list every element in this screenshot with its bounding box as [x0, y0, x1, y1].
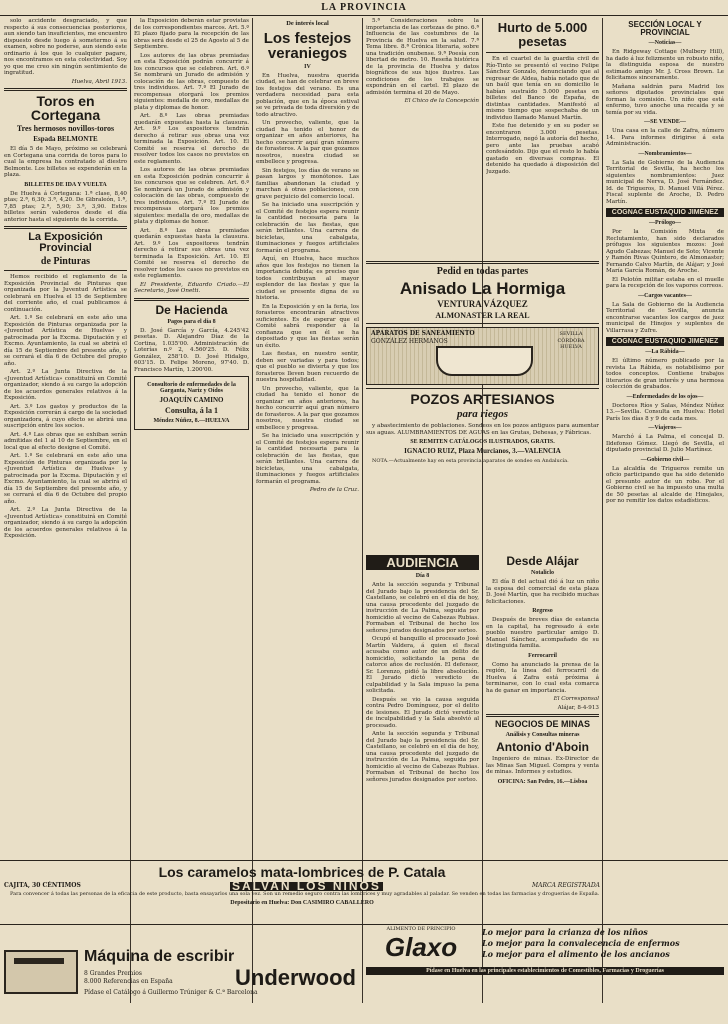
- prologo-title: —Prólogo—: [649, 220, 681, 226]
- toros-espada: Espada BELMONTE: [33, 135, 98, 143]
- consultorio-address: Méndez Núñez, 8.—HUELVA: [153, 418, 230, 424]
- festejos-text-4b: Se ha iniciado una suscripción y el Comité de festejos espera reunir la cantidad necesaria para la celebración de las fiestas, que serán brillantes. Una carrera de bicicletas, una cabalgata, iluminaciones y fuegos artificiales formarán el programa.: [256, 433, 359, 485]
- column-6: [606, 18, 724, 1018]
- pozos-note: NOTA.—Actualmente hay en esta provincia aparatos de sondeo en Andalucía.: [372, 458, 569, 464]
- prologo-text-2: El Pelotón militar estaba en el muelle para la recepción de los vapores correos.: [606, 276, 724, 289]
- pozos-text: y abastecimiento de poblaciones. Sondeos en los pozos antiguos para aumentar sus aguas. ALUMBRAMIENTOS DE AGUAS en las Grutas, Dehesas, y Fábricas.: [366, 423, 599, 436]
- minas-sub: Análisis y Consultas mineras: [505, 732, 580, 738]
- festejos-text-1: En Huelva, nuestra querida ciudad, se han de celebrar en breve los festejos del verano. Es una verdadera necesidad para esta población, que en la época estival se ve privada de toda diversión y de todo atractivo.: [256, 72, 359, 118]
- festejos-text-6: En la Exposición y en la feria, los forasteros encontrarán atractivos suficientes. Es de esperar que el Comité sabrá responder á la confianza que en él se ha depositado y que las fiestas serán un éxito.: [256, 303, 359, 349]
- saneamiento-illustration: [366, 327, 599, 385]
- viajeros-title: —Viajeros—: [648, 425, 682, 431]
- underwood-title: Máquina de escribir: [84, 947, 235, 965]
- glaxo-line-3: Lo mejor para el alimento de los ancianos: [482, 948, 670, 959]
- col2-text-low: Art. 8.º Las obras premiadas quedarán expuestas hasta la clausura. Art. 9.º Los expositores tendrán derecho á retirar sus obras una vez terminada la Exposición. Art. 10. El Comité se reserva el derecho de resolver todos los casos no previstos en este reglamento.: [134, 113, 249, 165]
- typewriter-icon: [4, 950, 78, 994]
- festejos-text-2b: Un provecho, valiente, que la ciudad ha tenido el honor de organizar en años anteriores, ha hecho concurrir aquí gran número de forasteros. A la par que gozamos nosotros, nuestra ciudad se embellece y progresa.: [256, 385, 359, 431]
- cargos-title: —Cargos vacantes—: [638, 292, 692, 299]
- bottom-rule-2: [0, 924, 728, 925]
- underwood-refs: 8.000 Referencias en España: [84, 977, 173, 985]
- anisado-top: Pedid en todas partes: [436, 266, 529, 277]
- nombramientos-text: La Sala de Gobierno de la Audiencia Territorial de Sevilla, ha hecho los siguientes nombramientos: Juez municipal de Nerva, D. José Fernández. Id. de Trigueros, D. Manuel Vilá Pérez. Fiscal suplente de Aroche, D. Pedro Martín.: [606, 159, 724, 205]
- alajar-title: Desde Alájar: [506, 554, 579, 568]
- festejos-text-4: Se ha iniciado una suscripción y el Comité de festejos espera reunir la cantidad necesaria para la celebración de las fiestas, que serán brillantes. Una carrera de bicicletas, una cabalgata, iluminaciones y fuegos artificiales formarán el programa.: [256, 202, 359, 254]
- expo-art2-repeat: Art. 2.º La Junta Directiva de la «Juventud Artística» constituirá en Comité organizador, siendo á su cargo la adopción de los acuerdos generales relativos á la Exposición.: [4, 507, 127, 539]
- column-5-top: [486, 18, 599, 258]
- caramelos-mark: MARCA REGISTRADA: [531, 882, 600, 889]
- alajar-ferr: Ferrocarril: [528, 652, 557, 659]
- caramelos-title: Los caramelos mata-lombrices de P. Catala: [158, 864, 446, 880]
- caramelos-text: Para convencer á todas las personas de la eficacia de este producto, basta ensayarlos una sola vez. Son un remedio seguro contra las lombrices y muy agradables al paladar. Se venden en todas las farmacias y droguerías de España.: [10, 890, 600, 897]
- festejos-sign: Pedro de la Cruz.: [309, 487, 359, 493]
- expo-sub: de Pinturas: [40, 256, 91, 267]
- noticias-title: —Noticias—: [648, 40, 682, 46]
- expo-art1: Art. 1.º Se celebrará en este año una Exposición de Pinturas organizada por la «Juventud Artística de Huelva» y patrocinada por la Excma. Diputación y el Excmo. Ayuntamiento, la cual se abrirá el día 15 de Septiembre del presente año, y se cerrará el día 6 de Octubre del propio año.: [4, 315, 127, 367]
- alajar-text: El día 8 del actual dió á luz un niño la esposa del comercial de esta plaza D. José Martín, que ha recibido muchas felicitaciones.: [486, 579, 599, 605]
- audiencia-sub: Día 8: [415, 573, 430, 579]
- underwood-ad: [4, 926, 356, 1018]
- hurto-title: Hurto de 5.000 pesetas: [497, 20, 588, 49]
- minas-title: NEGOCIOS DE MINAS: [494, 719, 590, 729]
- column-divider: [602, 18, 603, 1003]
- caramelos-ad: [4, 862, 600, 922]
- festejos-num: IV: [304, 63, 311, 70]
- festejos-text-2: Un provecho, valiente, que la ciudad ha tenido el honor de organizar en años anteriores, ha hecho concurrir aquí gran número de forasteros. A la par que gozamos nosotros, nuestra ciudad se embellece y progresa.: [256, 120, 359, 165]
- glaxo-brand: Glaxo: [384, 931, 458, 962]
- audiencia-text-b: Ante la sección segunda y Tribunal del Jurado bajo la presidencia del Sr. Castellano, se celebró en el día de hoy, una causa procedente del juzgado de instrucción de La Palma, seguida por homicidio al vecino de Cabezas Rubias. Formaban el Tribunal de hecho los señores jurados designados por sorteo.: [366, 731, 479, 783]
- consultorio-hours: Consulta, á la 1: [165, 406, 218, 415]
- column-divider: [130, 18, 131, 1003]
- column-4-top: [366, 18, 479, 258]
- col2-text-mid-b: Los autores de las obras premiadas en esta Exposición podrán concurrir á los concursos que se celebren. Art. 6.º Se nombrará un Jurado de admisión y colocación de las obras, compuesto de tres individuos. Art. 7.º El Jurado de recompensas otorgará los premios siguientes: medalla de oro, medallas de plata y diplomas de honor.: [134, 167, 249, 225]
- column-5-bottom: [486, 552, 599, 858]
- seccion-local-title: SECCIÓN LOCAL Y PROVINCIAL: [628, 20, 702, 37]
- toros-text: El día 5 de Mayo, próximo se celebrará en Cortegana una corrida de toros para lo cual la empresa ha contratado al diestro Belmonte. Los billetes se expenderán en la plaza.: [4, 146, 127, 178]
- festejos-text-3: Sin festejos, los días de verano se pasan largos y monótonos. Las familias abandonan la ciudad y marchan á otras poblaciones, con grave perjuicio del comercio local.: [256, 167, 359, 200]
- audiencia-text-3: Después se vio la causa seguida contra Pedro Domínguez, por el delito de lesiones. El Jurado dictó veredicto de inculpabilidad y la Sala absolvió al procesado.: [366, 696, 479, 729]
- saneamiento-title: APARATOS DE SANEAMIENTO: [371, 330, 475, 337]
- col4-text: 5.ª Consideraciones sobre la importancia de las cortezas de pino. 6.ª Influencia de las costumbres de la Provincia de Huelva en la salud. 7.ª Tema libre. 8.ª Crónica literaria, sobre una tradición onubense. 9.ª Poesía con libertad de metro. 10. Reseña histórica de la provincia de Huelva y datos biográficos de sus hijos ilustres. Las condiciones de los trabajos se expondrán en el cartel. El plazo de admisión termina el 20 de Mayo.: [366, 18, 479, 96]
- col2-text-mid: Los autores de las obras premiadas en esta Exposición podrán concurrir á los concursos que se celebren. Art. 6.º Se nombrará un Jurado de admisión y colocación de las obras, compuesto de tres individuos. Art. 7.º El Jurado de recompensas otorgará los premios siguientes: medalla de oro, medallas de plata y diplomas de honor.: [134, 52, 249, 111]
- enfermedades-text: Doctores Ríos y Salas, Méndez Núñez 13.—Sevilla. Consulta en Huelva: Hotel París los días 8 y 9 de cada mes.: [606, 402, 724, 422]
- caramelos-depot: Depositario en Huelva: Don CASIMIRO CABALLERO: [230, 899, 374, 906]
- pozos-cat: SE REMITEN CATÁLOGOS ILUSTRADOS, GRATIS.: [410, 439, 555, 445]
- expo-title: La Exposición Provincial: [28, 231, 103, 254]
- column-3: [256, 18, 359, 858]
- rabida-text: El último número publicado por la revista La Rábida, es notabilísimo por todos conceptos. Contiene trabajos literarios de gran interés y una hermosa colección de grabados.: [606, 358, 724, 390]
- masthead: [0, 0, 728, 16]
- gobierno-title: —Gobierno civil—: [640, 456, 690, 463]
- billetes-title: BILLETES DE IDA Y VUELTA: [24, 181, 107, 188]
- anisado-place: ALMONASTER LA REAL: [435, 311, 530, 320]
- alajar-sign: El Corresponsal: [553, 696, 599, 702]
- masthead-title: LA PROVINCIA: [321, 2, 407, 13]
- glaxo-line-2: Lo mejor para la convalecencia de enfermos: [482, 937, 680, 948]
- bathtub-icon: [436, 346, 532, 376]
- vende-text: Una casa en la calle de Zafra, número 14. Para informes dirigirse á esta Administración.: [606, 128, 724, 147]
- minas-text: Ingeniero de minas. Ex-Director de las Minas San Miguel. Compra y venta de minas. Informes y estudios.: [486, 756, 599, 775]
- column-2: [134, 18, 249, 858]
- alajar-reg: Regreso: [532, 608, 553, 614]
- pozos-sub: para riegos: [456, 408, 509, 420]
- toros-sub: Tres hermosos novillos-toros: [16, 124, 115, 133]
- cognac-ad-1: COGNAC EUSTAQUIO JIMÉNEZ: [606, 208, 724, 217]
- consultorio-title: Consultorio de enfermedades de la Garganta, Nariz y Oídos: [147, 382, 236, 394]
- festejos-text-7: Las fiestas, en nuestro sentir, deben ser variadas y para todos; que el pueblo se divierta y que los forasteros lleven buen recuerdo de nuestra hospitalidad.: [256, 351, 359, 383]
- noticias-text: En Ridgeway Cottage (Mulbery Hill), ha dado á luz felizmente un robusto niño, la distinguida esposa de nuestro estimado amigo Mr. J. Cross Brown. Le felicitamos sinceramente.: [606, 49, 724, 81]
- saneamiento-city: SEVILLA CÓRDOBA HUELVA: [557, 331, 585, 350]
- col4-sign: El Chico de la Concepción: [404, 98, 479, 104]
- anisado-maker: VENTURA VÁZQUEZ: [437, 299, 528, 309]
- alajar-reg-text: Después de breves días de estancia en la capital, ha regresado á este pueblo nuestro particular amigo D. Manuel Sánchez, acompañado de su distinguida familia.: [486, 617, 599, 649]
- gobierno-text: La alcaldía de Trigueros remite un oficio participando que ha sido detenido el presunto autor de un robo. Por el Gobierno civil se ha impuesto una multa de 50 pesetas al alcalde de Hinojales, por no remitir los datos estadísticos.: [606, 465, 724, 504]
- alajar-sub: Notaliclo: [531, 570, 554, 576]
- festejos-title: Los festejos veraniegos: [263, 29, 352, 62]
- hurto-text-2: Este fue detenido y en su poder se encontraron 3.000 pesetas. Interrogado, negó la autoría del hecho, pero ante las pruebas acabó confesándolo. Dijo que el resto lo había gastado en diversas compras. El detenido ha quedado á disposición del Juzgado.: [486, 123, 599, 175]
- pozos-addr: IGNACIO RUIZ, Plaza Murcianos, 3.—VALENCIA: [404, 447, 561, 455]
- column-1: [4, 18, 127, 858]
- vende-title: —SE VENDE—: [644, 119, 686, 125]
- col2-text-top: la Exposición deberán estar provistas de los correspondientes marcos. Art. 5.º El plazo fijado para la recepción de las obras será desde el 25 de Agosto al 5 de Septiembre.: [134, 18, 249, 50]
- glaxo-ad: [366, 926, 724, 1018]
- glaxo-line-1: Lo mejor para la crianza de los niños: [482, 926, 648, 937]
- enfermedades-title: —Enfermedades de los ojos—: [626, 393, 704, 400]
- cognac-ad-2: COGNAC EUSTAQUIO JIMÉNEZ: [606, 337, 724, 346]
- cargos-text: La Sala de Gobierno de la Audiencia Territorial de Sevilla, anuncia encontrarse vacantes los cargos de juez municipal de Hinojos y suplentes de Villarrasa y Zufre.: [606, 301, 724, 334]
- caramelos-slogan: SALVAN LOS NIÑOS: [231, 879, 381, 893]
- underwood-addr: Pídase el Catálogo á Guillermo Trúniger & C.ª Barcelona: [84, 988, 258, 996]
- underwood-brand: Underwood: [235, 964, 356, 990]
- festejos-section: De interés local: [286, 20, 329, 27]
- hacienda-text: D. José García y García, 4.245'42 pesetas. D. Alejandro Díaz de la Cortina, 1.035'00. Administración de Loterías n.º 2, 4.560'25. D. Félix González, 258'10. D. José Hidalgo, 603'15. D. Felipe Moreno, 97'40. D. Francisco Martín, 1.200'00.: [134, 327, 249, 373]
- col1-sign: Huelva, Abril 1913.: [71, 78, 127, 85]
- audiencia-text: Ante la sección segunda y Tribunal del Jurado bajo la presidencia del Sr. Castellano, se celebró en el día de hoy, una causa procedente del juzgado de instrucción de La Palma, seguida por homicidio al vecino de Cabezas Rubias. Formaban el Tribunal de hecho los señores jurados designados por sorteo.: [366, 582, 479, 634]
- expo-art1-repeat: Art. 1.º Se celebrará en este año una Exposición de Pinturas organizada por la «Juventud Artística de Huelva» y patrocinada por la Excma. Diputación y el Excmo. Ayuntamiento, la cual se abrirá el día 15 de Septiembre del presente año, y se cerrará el día 6 de Octubre del propio año.: [4, 453, 127, 505]
- audiencia-text-2: Ocupó el banquillo el procesado José Martín Valdera, á quien el fiscal acusaba como autor de un delito de homicidio, solicitando la pena de catorce años de reclusión. El defensor, Sr. Lorenzo, pidió la libre absolución. El Jurado dictó veredicto de culpabilidad y la Sala impuso la pena solicitada.: [366, 636, 479, 694]
- noticias-text-2: Mañana saldrán para Madrid los señores diputados provinciales que forman la comisión. Un niño que está enfermo, tuvo anoche una recaída y se temía por su vida.: [606, 83, 724, 116]
- caramelos-price: CAJITA, 30 CÉNTIMOS: [4, 882, 81, 889]
- prologo-text: Por la Comisión Mixta de Reclutamiento, han sido declarados prófugos los siguientes mozos: José Agudo Cabezas; Manuel de Soto; Vicente y Ramón Rivas Quintero, de Almonaster; Fernando Calvo Martín, de Alájar; y José María García Román, de Aroche.: [606, 229, 724, 274]
- column-4-bottom: [366, 552, 479, 858]
- audiencia-title: AUDIENCIA: [366, 555, 479, 570]
- consultorio-name: JOAQUÍN CAMINO: [159, 396, 224, 404]
- hurto-text: En el cuartel de la guardia civil de Río-Tinto se presentó el vecino Felipe Sánchez Gonzalo, denunciando que al regresar de Aldea, había notado que de un baúl que tenía en su domicilio le habían sustraído 5.000 pesetas en billetes del Banco de España, de distintas cantidades. Manifestó al mismo tiempo que sospechaba de un individuo llamado Manuel Martín.: [486, 56, 599, 121]
- consultorio-ad: [134, 376, 249, 430]
- toros-title: Toros en Cortegana: [30, 93, 101, 123]
- alajar-date: Alájar, 8-4-913: [557, 704, 599, 711]
- bottom-rule: [0, 860, 728, 861]
- hacienda-sub: Pagos para el día 8: [167, 318, 216, 325]
- anisado-title: Anisado La Hormiga: [399, 279, 566, 298]
- expo-art3: Art. 3.º Los gastos y productos de la Exposición correrán á cargo de la sociedad organizadora, á cuyo efecto se abrirá una suscripción entre los socios.: [4, 403, 127, 429]
- nombramientos-title: —Nombramientos—: [638, 150, 692, 157]
- minas-name: Antonio d'Aboin: [496, 740, 589, 754]
- billetes-text: De Huelva á Cortegana: 1.ª clase, 8,40 ptas; 2.ª, 6,30; 3.ª, 4,20. De Gibraleón, 1.ª, 7,85 ptas; 2.ª, 5,90; 3.ª, 3,90. Estos billetes serán valederos desde el día anterior hasta el siguiente de la corrida.: [4, 190, 127, 223]
- column-divider: [252, 18, 253, 1003]
- hacienda-title: De Hacienda: [155, 302, 228, 317]
- col2-text-low-b: Art. 8.º Las obras premiadas quedarán expuestas hasta la clausura. Art. 9.º Los expositores tendrán derecho á retirar sus obras una vez terminada la Exposición. Art. 10. El Comité se reserva el derecho de resolver todos los casos no previstos en este reglamento.: [134, 227, 249, 279]
- underwood-prizes: 8 Grandes Premios: [84, 969, 142, 977]
- glaxo-alimento: ALIMENTO DE PRINCIPIO: [386, 926, 456, 932]
- ads-block: [366, 258, 599, 548]
- saneamiento-brand: GONZÁLEZ HERMANOS: [371, 338, 448, 345]
- rabida-title: —La Rábida—: [645, 349, 685, 355]
- alajar-ferr-text: Como ha anunciado la prensa de la región, la línea del ferrocarril de Huelva á Zafra está próxima á terminarse, con lo cual esta comarca ha de ganar en importancia.: [486, 661, 599, 694]
- glaxo-footer: Pídase en Huelva en las principales establecimientos de Comestibles, Farmacias y Droguerías: [366, 967, 724, 975]
- col2-sign: El Presidente, Eduardo Criado.—El Secretario, José Onetti.: [134, 281, 249, 294]
- minas-addr: OFICINA: San Pedro, 16.—Lisboa: [497, 778, 588, 785]
- expo-art2: Art. 2.º La Junta Directiva de la «Juventud Artística» constituirá en Comité organizador, siendo á su cargo la adopción de los acuerdos generales relativos á la Exposición.: [4, 369, 127, 401]
- column-divider: [362, 18, 363, 1003]
- viajeros-text: Marchó á La Palma, el concejal D. Ildefonso Gómez. Llegó de Sevilla, el diputado provincial D. Julio Martínez.: [606, 434, 724, 453]
- pozos-title: POZOS ARTESIANOS: [410, 391, 555, 407]
- festejos-text-5: Aquí, en Huelva, hace muchos años que los festejos no tienen la importancia debida; es preciso que todos contribuyan al mayor esplendor de las fiestas y que la ciudad se presente digna de su historia.: [256, 256, 359, 301]
- expo-text: Hemos recibido el reglamento de la Exposición Provincial de Pinturas que organizada por la Juventud Artística se celebrará en Huelva el 15 de Septiembre del corriente año, el cual publicamos á continuación.: [4, 274, 127, 313]
- expo-art4: Art. 4.º Las obras que se exhiban serán admitidas del 1 al 10 de Septiembre, en el local que al efecto designe el Comité.: [4, 431, 127, 451]
- col1-intro: solo accidente desgraciado, y que respecto á sus consecuencias posteriores, aun siendo tan insuficientes, me encuentro dispuesto desde luego á sometermo á su examen, sobre no poderse, aun siendo este ordinario á los que lo cualquier pagare, nos encontramos en esta colectividad. Soy yo que me creo sin ningún sentimiento de ingratitud.: [4, 18, 127, 76]
